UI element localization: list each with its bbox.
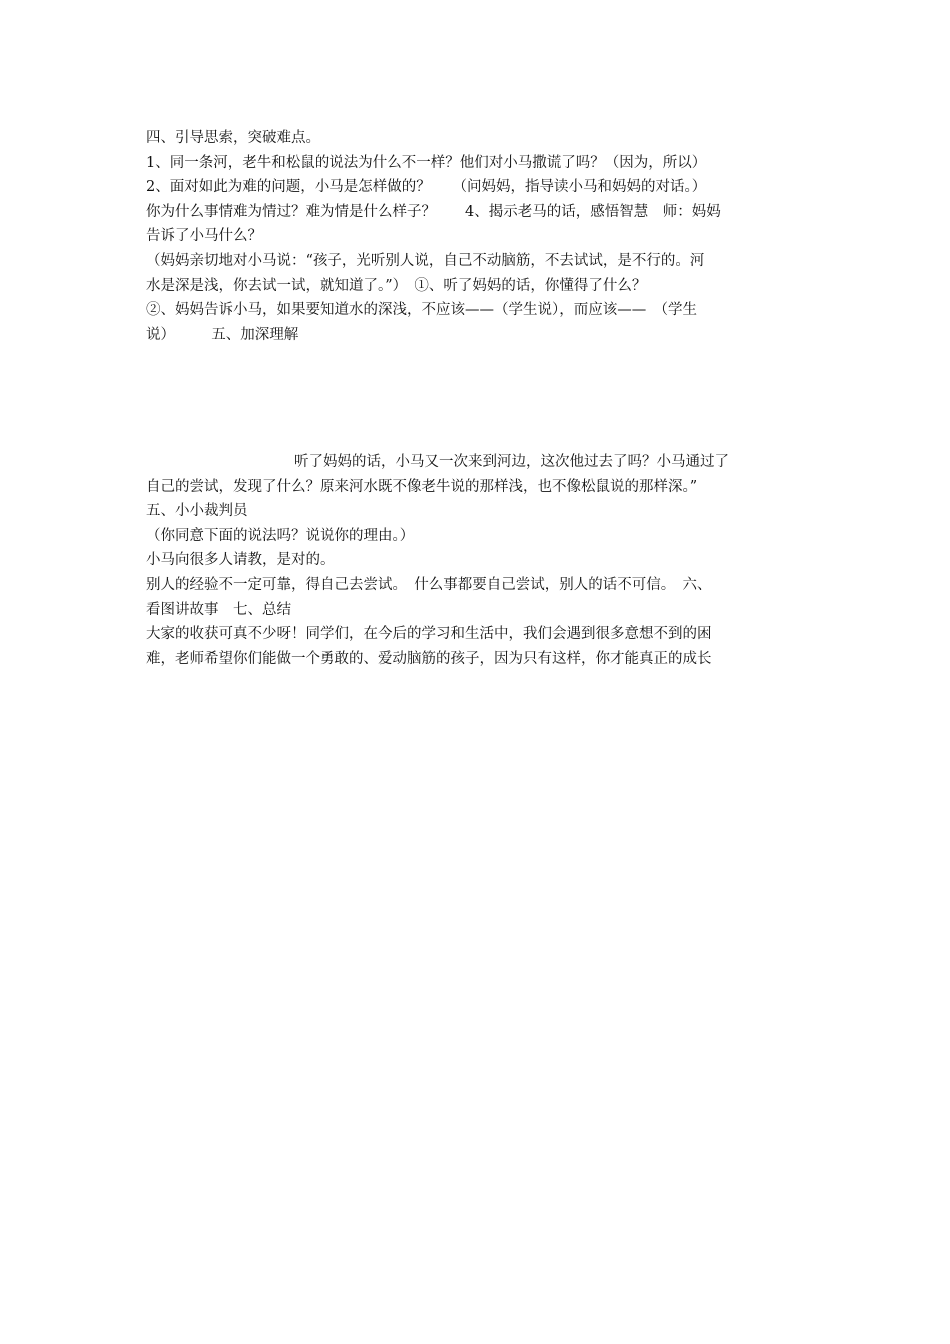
conclusion-line: 难，老师希望你们能做一个勇敢的、爱动脑筋的孩子，因为只有这样，你才能真正的成长 (146, 650, 712, 667)
heading-section-five: 说） 五、加深理解 (146, 326, 299, 343)
heading-little-judge: 五、小小裁判员 (146, 503, 248, 520)
paragraph-line: 告诉了小马什么？ (146, 228, 262, 245)
quote-line: （妈妈亲切地对小马说：“孩子，光听别人说，自己不动脑筋，不去试试，是不行的。河 (146, 252, 705, 269)
paragraph-line: 听了妈妈的话，小马又一次来到河边，这次他过去了吗？小马通过了 (294, 454, 729, 470)
quote-line: 水是深是浅，你去试一试，就知道了。”） ①、听了妈妈的话，你懂得了什么？ (146, 277, 647, 294)
statement-line: 小马向很多人请教，是对的。 (146, 552, 335, 569)
paragraph-line: 你为什么事情难为情过？难为情是什么样子？ 4、揭示老马的话，感悟智慧 师：妈妈 (146, 203, 721, 220)
paragraph-line: （你同意下面的说法吗？说说你的理由。） (146, 527, 415, 544)
conclusion-line: 大家的收获可真不少呀！同学们，在今后的学习和生活中，我们会遇到很多意想不到的困 (146, 626, 712, 643)
heading-section-four: 四、引导思索，突破难点。 (146, 130, 320, 146)
section-guided-thinking (146, 126, 814, 347)
statement-line: 别人的经验不一定可靠，得自己去尝试。 什么事都要自己尝试，别人的话不可信。 六、 (146, 576, 712, 593)
heading-summary: 看图讲故事 七、总结 (146, 601, 291, 618)
paragraph-line: ②、妈妈告诉小马，如果要知道水的深浅，不应该——（学生说），而应该—— （学生 (146, 302, 697, 319)
paragraph-line: 自己的尝试，发现了什么？原来河水既不像老牛说的那样浅，也不像松鼠说的那样深。” (146, 478, 698, 495)
question-one: 1、同一条河，老牛和松鼠的说法为什么不一样？他们对小马撒谎了吗？（因为，所以） (146, 154, 707, 171)
question-two: 2、面对如此为难的问题，小马是怎样做的？ （问妈妈，指导读小马和妈妈的对话。） (146, 179, 707, 196)
section-deepen-understanding (146, 450, 814, 671)
